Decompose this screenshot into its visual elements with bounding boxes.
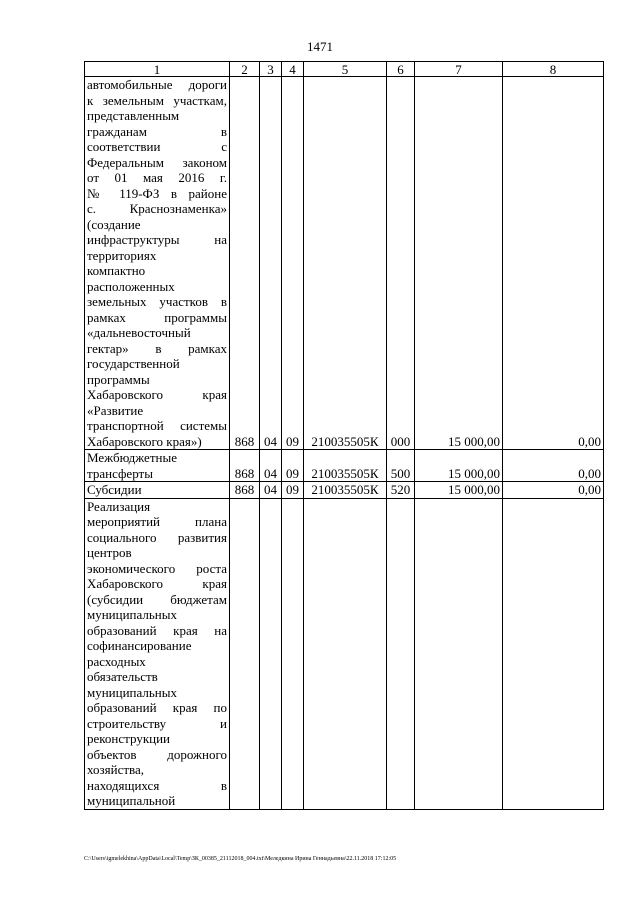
description-line: Хабаровского края — [87, 576, 227, 591]
cell-amount — [415, 498, 503, 809]
description-line: расположенных — [87, 278, 175, 294]
cell-amount-federal — [503, 498, 604, 809]
cell-target-article: 210035505К — [304, 482, 387, 499]
row-description — [85, 498, 230, 809]
header-col-3: 3 — [260, 62, 282, 77]
cell-expense-type: 520 — [387, 482, 415, 499]
description-line: гектар» в рамках — [87, 340, 227, 356]
description-line: софинансирование — [87, 638, 192, 653]
cell-section — [260, 498, 282, 809]
description-line: инфраструктуры на — [87, 232, 227, 247]
table-row — [85, 498, 604, 809]
cell-target-article: 210035505К — [304, 77, 387, 450]
row-description — [85, 450, 230, 482]
description-line: компактно — [87, 263, 146, 278]
cell-amount: 15 000,00 — [415, 482, 503, 499]
table-row — [85, 77, 604, 450]
cell-section: 04 — [260, 77, 282, 450]
description-line: образований края по — [87, 700, 227, 715]
page-number: 1471 — [307, 39, 333, 54]
description-line: (субсидии бюджетам — [87, 591, 227, 607]
cell-section: 04 — [260, 450, 282, 482]
description-line: муниципальных — [87, 607, 178, 622]
header-col-1: 1 — [85, 62, 230, 77]
cell-amount-federal: 0,00 — [503, 482, 604, 499]
cell-expense-type: 500 — [387, 450, 415, 482]
cell-section: 04 — [260, 482, 282, 499]
description-line: «Развитие — [87, 402, 144, 418]
description-line: строительству и — [87, 715, 227, 731]
description-line: транспортной системы — [87, 418, 227, 433]
description-line: социального развития — [87, 529, 227, 545]
row-description — [85, 77, 230, 450]
header-col-6: 6 — [387, 62, 415, 77]
cell-admin-code: 868 — [230, 77, 260, 450]
description-line: представленным — [87, 108, 180, 123]
table-row — [85, 450, 604, 482]
cell-admin-code — [230, 498, 260, 809]
cell-admin-code: 868 — [230, 450, 260, 482]
cell-expense-type: 000 — [387, 77, 415, 450]
cell-subsection — [282, 498, 304, 809]
description-line: центров — [87, 545, 132, 560]
description-line: Субсидии — [87, 482, 142, 497]
description-line: реконструкции — [87, 731, 171, 746]
row-description — [85, 482, 230, 499]
description-line: Хабаровского края») — [87, 433, 202, 449]
description-line: Межбюджетные — [87, 450, 177, 465]
description-line: муниципальных — [87, 684, 178, 700]
description-line: Реализация — [87, 498, 151, 514]
cell-subsection: 09 — [282, 450, 304, 482]
cell-expense-type — [387, 498, 415, 809]
description-line: трансферты — [87, 465, 153, 481]
description-line: (создание — [87, 216, 141, 232]
budget-table — [84, 61, 604, 810]
description-line: Хабаровского края — [87, 387, 227, 402]
description-line: рамках программы — [87, 309, 227, 325]
description-line: гражданам в — [87, 123, 227, 139]
description-line: «дальневосточный — [87, 325, 191, 340]
description-line: объектов дорожного — [87, 746, 227, 762]
description-line: от 01 мая 2016 г. — [87, 170, 227, 185]
header-col-4: 4 — [282, 62, 304, 77]
cell-target-article: 210035505К — [304, 450, 387, 482]
description-line: хозяйства, — [87, 762, 145, 777]
description-line: программы — [87, 371, 150, 387]
description-line: государственной — [87, 356, 180, 371]
table-row — [85, 482, 604, 499]
header-col-8: 8 — [503, 62, 604, 77]
cell-amount: 15 000,00 — [415, 450, 503, 482]
cell-amount-federal: 0,00 — [503, 77, 604, 450]
header-col-2: 2 — [230, 62, 260, 77]
description-line: обязательств — [87, 669, 158, 684]
cell-target-article — [304, 498, 387, 809]
description-line: муниципальной — [87, 793, 176, 808]
cell-amount-federal: 0,00 — [503, 450, 604, 482]
header-col-5: 5 — [304, 62, 387, 77]
description-line: мероприятий плана — [87, 514, 227, 529]
description-line: к земельным участкам, — [87, 92, 227, 108]
cell-amount: 15 000,00 — [415, 77, 503, 450]
description-line: земельных участков в — [87, 294, 227, 309]
cell-admin-code: 868 — [230, 482, 260, 499]
description-line: экономического роста — [87, 560, 227, 576]
file-path-footer: C:\Users\igmelekhina\AppData\Local\Temp\ЗК_00385_21112018_004.txt\Меледкина Ирина Геннадьевна\22.11.2018 17:12:05 — [84, 856, 397, 862]
description-line: № 119-ФЗ в районе — [87, 185, 227, 201]
header-col-7: 7 — [415, 62, 503, 77]
description-line: автомобильные дороги — [87, 77, 227, 92]
cell-subsection: 09 — [282, 482, 304, 499]
description-line: образований края на — [87, 622, 227, 638]
description-line: с. Краснознаменка» — [87, 201, 227, 216]
description-line: территориях — [87, 247, 157, 263]
description-line: Федеральным законом — [87, 154, 227, 170]
header-row — [85, 62, 604, 77]
description-line: расходных — [87, 653, 146, 669]
description-line: находящихся в — [87, 777, 227, 793]
cell-subsection: 09 — [282, 77, 304, 450]
description-line: соответствии с — [87, 139, 227, 154]
